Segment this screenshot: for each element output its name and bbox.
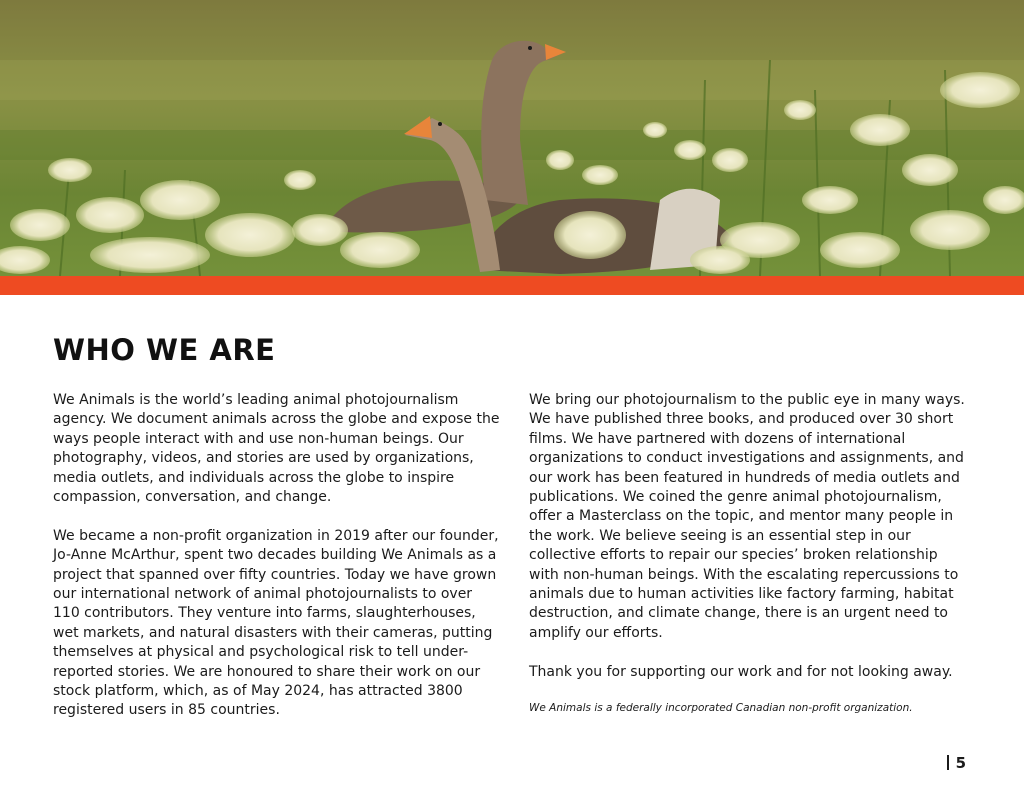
accent-band [0, 276, 1024, 295]
paragraph: Thank you for supporting our work and for not looking away. [529, 663, 953, 680]
page-number-divider [947, 755, 949, 770]
hero-photo [0, 0, 1024, 276]
page-number-value: 5 [955, 754, 966, 772]
left-column [53, 391, 503, 740]
geese-in-meadow-illustration [0, 0, 1024, 276]
paragraph: We bring our photojournalism to the public eye in many ways. We have published three books, and produced over 30 short films. We have partnered with dozens of international organizations to conduct investigations and assignments, and our work has been featured in hundreds of media outlets and publications. We coined the genre animal photojournalism, offer a Masterclass on the topic, and mentor many people in the work. We believe seeing is an essential step in our collective efforts to repair our species’ broken relationship with non-human beings. With the escalating repercussions to animals due to human activities like factory farming, habitat destruction, and climate change, there is an urgent need to amplify our efforts. [529, 392, 965, 641]
footnote: We Animals is a federally incorporated Canadian non-profit organization. [529, 702, 913, 715]
paragraph: We became a non-profit organization in 2019 after our founder, Jo-Anne McArthur, spent two decades building We Animals as a project that spanned over fifty countries. Today we have grown our international network of animal photojournalists to over 110 contributors. They venture into farms, slaughterhouses, wet markets, and natural disasters with their cameras, putting themselves at physical and psychological risk to tell under-reported stories. We are honoured to share their work on our stock platform, which, as of May 2024, has attracted 3800 registered users in 85 countries. [53, 527, 499, 719]
paragraph: We Animals is the world’s leading animal photojournalism agency. We document animals across the globe and expose the ways people interact with and use non-human beings. Our photography, videos, and stories are used by organizations, media outlets, and individuals across the globe to inspire compassion, conversation, and change. [53, 392, 500, 506]
page-title: WHO WE ARE [53, 333, 276, 367]
page-number [947, 754, 966, 772]
right-column [529, 391, 969, 715]
